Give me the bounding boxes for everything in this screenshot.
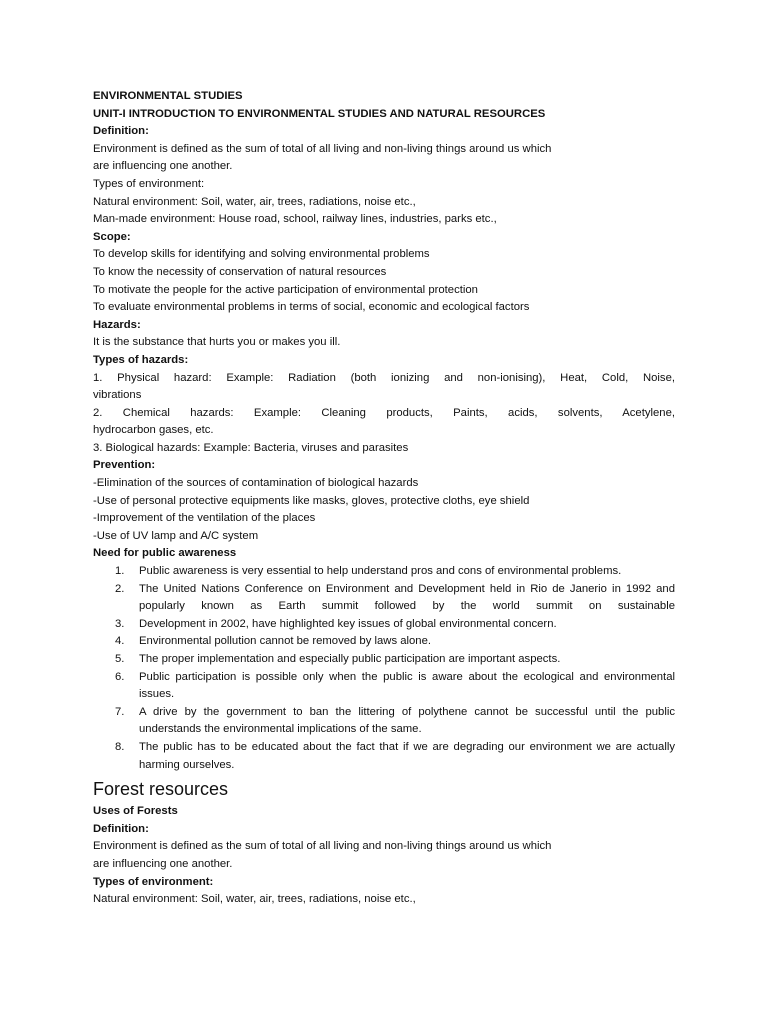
definition-heading: Definition: bbox=[93, 125, 149, 138]
public-awareness-heading: Need for public awareness bbox=[93, 547, 237, 560]
natural-environment-text: Natural environment: Soil, water, air, trees, radiations, noise etc., bbox=[93, 893, 416, 906]
list-item-number: 6. bbox=[115, 670, 125, 683]
list-item bbox=[93, 581, 675, 616]
manmade-environment-text: Man-made environment: House road, school, railway lines, industries, parks etc., bbox=[93, 213, 497, 226]
scope-item: To evaluate environmental problems in terms of social, economic and ecological factors bbox=[93, 301, 530, 314]
physical-hazard-text: 1. Physical hazard: Example: Radiation (both ionizing and non-ionising), Heat, Cold, Noise, bbox=[93, 371, 675, 384]
list-item-number: 7. bbox=[115, 705, 125, 718]
prevention-item: -Use of personal protective equipments like masks, gloves, protective cloths, eye shield bbox=[93, 494, 530, 507]
definition-text: Environment is defined as the sum of total of all living and non-living things around us which bbox=[93, 142, 552, 155]
list-item-text: The United Nations Conference on Environment and Development held in Rio de Janerio in 1992 and popularly known as Earth summit followed by the world summit on sustainable bbox=[139, 582, 675, 613]
document-page bbox=[93, 88, 675, 909]
chemical-hazard-text: hydrocarbon gases, etc. bbox=[93, 424, 214, 437]
types-of-hazards-heading: Types of hazards: bbox=[93, 353, 189, 366]
list-item bbox=[93, 651, 675, 669]
list-item-number: 8. bbox=[115, 740, 125, 753]
scope-item: To know the necessity of conservation of natural resources bbox=[93, 265, 387, 278]
list-item bbox=[93, 633, 675, 651]
document-title: ENVIRONMENTAL STUDIES bbox=[93, 90, 243, 102]
list-item bbox=[93, 669, 675, 704]
list-item-text: Public participation is possible only when the public is aware about the ecological and environmental issues. bbox=[139, 670, 675, 701]
scope-item: To motivate the people for the active participation of environmental protection bbox=[93, 283, 478, 296]
list-item-text: A drive by the government to ban the littering of polythene cannot be successful until the public understands the environmental implications of the same. bbox=[139, 705, 675, 736]
prevention-item: -Elimination of the sources of contamination of biological hazards bbox=[93, 477, 419, 490]
natural-environment-text: Natural environment: Soil, water, air, trees, radiations, noise etc., bbox=[93, 195, 416, 208]
chemical-hazard-text: 2. Chemical hazards: Example: Cleaning products, Paints, acids, solvents, Acetylene, bbox=[93, 406, 675, 419]
types-of-environment-heading: Types of environment: bbox=[93, 875, 214, 888]
list-item-text: Public awareness is very essential to help understand pros and cons of environmental problems. bbox=[139, 565, 622, 578]
list-item-text: Development in 2002, have highlighted key issues of global environmental concern. bbox=[139, 617, 557, 630]
list-item bbox=[93, 739, 675, 774]
public-awareness-list bbox=[93, 563, 675, 774]
list-item-text: The proper implementation and especially public participation are important aspects. bbox=[139, 653, 561, 665]
types-of-environment-heading: Types of environment: bbox=[93, 177, 205, 190]
list-item bbox=[93, 563, 675, 581]
list-item bbox=[93, 616, 675, 634]
list-item-number: 3. bbox=[115, 617, 125, 630]
forest-resources-heading: Forest resources bbox=[93, 779, 229, 800]
definition-heading: Definition: bbox=[93, 822, 149, 835]
list-item-number: 1. bbox=[115, 565, 125, 578]
list-item-number: 2. bbox=[115, 582, 125, 595]
list-item bbox=[93, 704, 675, 739]
definition-text: are influencing one another. bbox=[93, 857, 233, 870]
uses-of-forests-heading: Uses of Forests bbox=[93, 805, 178, 818]
prevention-item: -Improvement of the ventilation of the places bbox=[93, 512, 316, 525]
hazards-definition: It is the substance that hurts you or makes you ill. bbox=[93, 336, 341, 349]
physical-hazard-text: vibrations bbox=[93, 389, 142, 402]
scope-heading: Scope: bbox=[93, 230, 131, 243]
prevention-item: -Use of UV lamp and A/C system bbox=[93, 529, 259, 542]
prevention-heading: Prevention: bbox=[93, 459, 156, 472]
definition-text: Environment is defined as the sum of total of all living and non-living things around us which bbox=[93, 840, 552, 853]
scope-item: To develop skills for identifying and solving environmental problems bbox=[93, 248, 430, 261]
list-item-number: 4. bbox=[115, 635, 125, 648]
list-item-number: 5. bbox=[115, 653, 125, 665]
unit-title: UNIT-I INTRODUCTION TO ENVIRONMENTAL STUDIES AND NATURAL RESOURCES bbox=[93, 107, 546, 120]
list-item-text: The public has to be educated about the fact that if we are degrading our environment we are actually harming ourselves. bbox=[139, 740, 675, 771]
list-item-text: Environmental pollution cannot be removed by laws alone. bbox=[139, 635, 432, 648]
biological-hazard-text: 3. Biological hazards: Example: Bacteria, viruses and parasites bbox=[93, 441, 409, 454]
hazards-heading: Hazards: bbox=[93, 318, 141, 331]
definition-text: are influencing one another. bbox=[93, 160, 233, 173]
